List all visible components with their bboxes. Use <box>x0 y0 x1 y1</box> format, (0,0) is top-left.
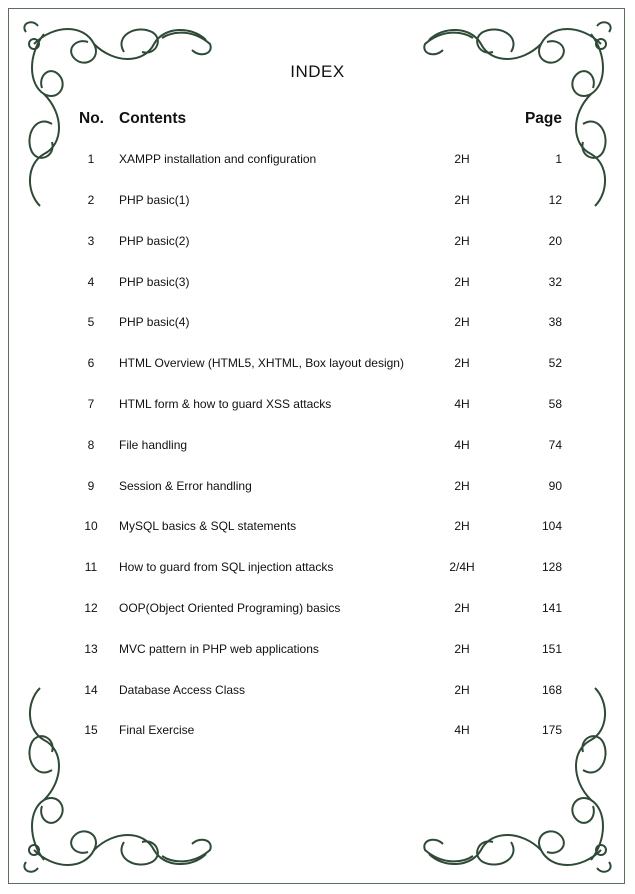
row-page: 90 <box>548 479 562 493</box>
index-row <box>0 275 635 295</box>
row-hours: 4H <box>454 438 470 452</box>
row-hours: 2H <box>454 152 470 166</box>
index-row <box>0 683 635 703</box>
row-hours: 2H <box>454 193 470 207</box>
row-number: 10 <box>84 519 98 533</box>
row-page: 151 <box>541 642 562 656</box>
row-number: 8 <box>87 438 95 452</box>
row-page: 104 <box>541 519 562 533</box>
row-contents: HTML form & how to guard XSS attacks <box>119 397 332 411</box>
index-row <box>0 642 635 662</box>
index-row <box>0 234 635 254</box>
row-contents: MVC pattern in PHP web applications <box>119 642 319 656</box>
row-contents: PHP basic(1) <box>119 193 190 207</box>
row-page: 58 <box>548 397 562 411</box>
index-row <box>0 152 635 172</box>
row-page: 1 <box>555 152 562 166</box>
row-number: 1 <box>87 152 95 166</box>
row-number: 7 <box>87 397 95 411</box>
row-hours: 2H <box>454 642 470 656</box>
row-number: 15 <box>84 723 98 737</box>
row-hours: 2H <box>454 234 470 248</box>
row-hours: 4H <box>454 397 470 411</box>
index-row <box>0 519 635 539</box>
header-contents: Contents <box>119 110 187 127</box>
row-number: 9 <box>87 479 95 493</box>
row-number: 5 <box>87 315 95 329</box>
row-contents: PHP basic(4) <box>119 315 190 329</box>
row-page: 12 <box>548 193 562 207</box>
row-number: 6 <box>87 356 95 370</box>
row-number: 14 <box>84 683 98 697</box>
row-contents: File handling <box>119 438 188 452</box>
row-contents: Session & Error handling <box>119 479 252 493</box>
row-hours: 2H <box>454 683 470 697</box>
row-page: 32 <box>548 275 562 289</box>
row-number: 11 <box>84 560 98 574</box>
row-hours: 2/4H <box>449 560 475 574</box>
row-contents: XAMPP installation and configuration <box>119 152 317 166</box>
row-contents: OOP(Object Oriented Programing) basics <box>119 601 341 615</box>
row-contents: PHP basic(2) <box>119 234 190 248</box>
index-row <box>0 356 635 376</box>
row-contents: PHP basic(3) <box>119 275 190 289</box>
row-hours: 2H <box>454 315 470 329</box>
index-row <box>0 315 635 335</box>
row-number: 3 <box>87 234 95 248</box>
row-hours: 2H <box>454 356 470 370</box>
row-page: 20 <box>548 234 562 248</box>
header-page: Page <box>524 110 562 127</box>
row-hours: 2H <box>454 479 470 493</box>
row-contents: How to guard from SQL injection attacks <box>119 560 334 574</box>
row-contents: HTML Overview (HTML5, XHTML, Box layout design) <box>119 356 404 370</box>
row-page: 38 <box>548 315 562 329</box>
row-page: 52 <box>548 356 562 370</box>
row-hours: 2H <box>454 519 470 533</box>
row-number: 2 <box>87 193 95 207</box>
row-contents: Final Exercise <box>119 723 195 737</box>
header-no: No. <box>79 110 104 127</box>
index-row <box>0 438 635 458</box>
index-row <box>0 397 635 417</box>
row-page: 74 <box>548 438 562 452</box>
row-hours: 2H <box>454 601 470 615</box>
index-row <box>0 193 635 213</box>
row-hours: 2H <box>454 275 470 289</box>
row-number: 4 <box>87 275 95 289</box>
row-hours: 4H <box>454 723 470 737</box>
row-page: 141 <box>541 601 562 615</box>
page-title: INDEX <box>290 62 345 81</box>
row-page: 128 <box>541 560 562 574</box>
index-row <box>0 479 635 499</box>
row-number: 13 <box>84 642 98 656</box>
index-row <box>0 560 635 580</box>
index-row <box>0 723 635 743</box>
row-page: 168 <box>541 683 562 697</box>
row-page: 175 <box>541 723 562 737</box>
row-contents: Database Access Class <box>119 683 246 697</box>
index-row <box>0 601 635 621</box>
row-contents: MySQL basics & SQL statements <box>119 519 297 533</box>
row-number: 12 <box>84 601 98 615</box>
